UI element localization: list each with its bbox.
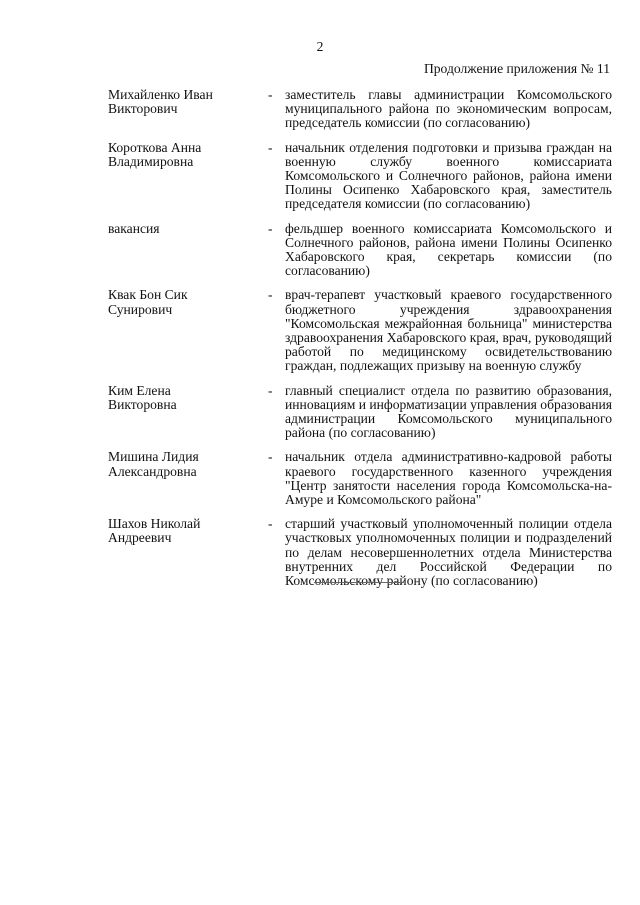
member-name (108, 517, 268, 545)
member-row (108, 517, 612, 588)
appendix-continuation-note: Продолжение приложения № 11 (423, 61, 610, 76)
member-dash: - (268, 220, 273, 236)
member-dash: - (268, 87, 273, 102)
member-row (108, 288, 612, 373)
member-name-line: Андреевич (108, 530, 172, 546)
member-row (108, 384, 612, 441)
page-number: 2 (316, 39, 324, 54)
member-name (108, 222, 268, 236)
commission-member-list (108, 88, 612, 598)
member-dash: - (268, 449, 273, 465)
member-name-line: Мишина Лидия (108, 449, 199, 465)
member-name-line: вакансия (108, 220, 160, 236)
member-name (108, 288, 268, 316)
member-dash: - (268, 516, 273, 532)
member-name (108, 88, 268, 116)
member-name (108, 450, 268, 478)
member-name-line: Александровна (108, 463, 197, 479)
member-name-line: Владимировна (108, 153, 194, 169)
member-name-line: Ким Елена (108, 382, 171, 398)
member-name-line: Викторовна (108, 396, 177, 412)
member-role: главный специалист отдела по развитию образования, инновациям и информатизации управления образования администрации Комсомольского муниципального района (по согласованию) (285, 382, 613, 441)
member-row (108, 450, 612, 507)
member-dash: - (268, 382, 273, 398)
member-dash: - (268, 139, 273, 155)
member-row (108, 141, 612, 212)
member-role: старший участковый уполномоченный полиции отдела участковых уполномоченных полиции и подразделений по делам несовершеннолетних отдела Министерства внутренних дел Российской Федерации по Комсомольскому району (по согласованию) (285, 516, 612, 589)
member-name-line: Короткова Анна (108, 139, 202, 155)
member-role: начальник отдела административно-кадровой работы краевого государственного казенного учреждения "Центр занятости населения города Комсомольска-на-Амуре и Комсомольского района" (285, 449, 612, 508)
member-name-line: Сунирович (108, 301, 173, 317)
end-of-list-rule (314, 582, 404, 583)
member-name (108, 141, 268, 169)
member-name (108, 384, 268, 412)
member-role: врач-терапевт участковый краевого государственного бюджетного учреждения здравоохранения "Комсомольская межрайонная больница" министерства здравоохранения Хабаровского края, врач, руководящий работой по медицинскому освидетельствованию граждан, подлежащих призыву на военную службу (285, 287, 612, 374)
member-name-line: Викторович (108, 101, 178, 117)
member-row (108, 88, 612, 131)
member-dash: - (268, 287, 273, 303)
member-name-line: Квак Бон Сик (108, 287, 188, 303)
member-name-line: Михайленко Иван (108, 87, 213, 102)
member-row (108, 222, 612, 279)
member-role: фельдшер военного комиссариата Комсомольского и Солнечного районов, района имени Полины Осипенко Хабаровского края, секретарь комиссии (по согласованию) (285, 220, 612, 279)
member-role: начальник отделения подготовки и призыва граждан на военную службу военного комиссариата Комсомольского и Солнечного районов, района имени Полины Осипенко Хабаровского края, заместитель председателя комиссии (по согласованию) (285, 139, 612, 212)
member-role: заместитель главы администрации Комсомольского муниципального района по экономическим вопросам, председатель комиссии (по согласованию) (285, 87, 612, 131)
member-name-line: Шахов Николай (108, 516, 201, 532)
